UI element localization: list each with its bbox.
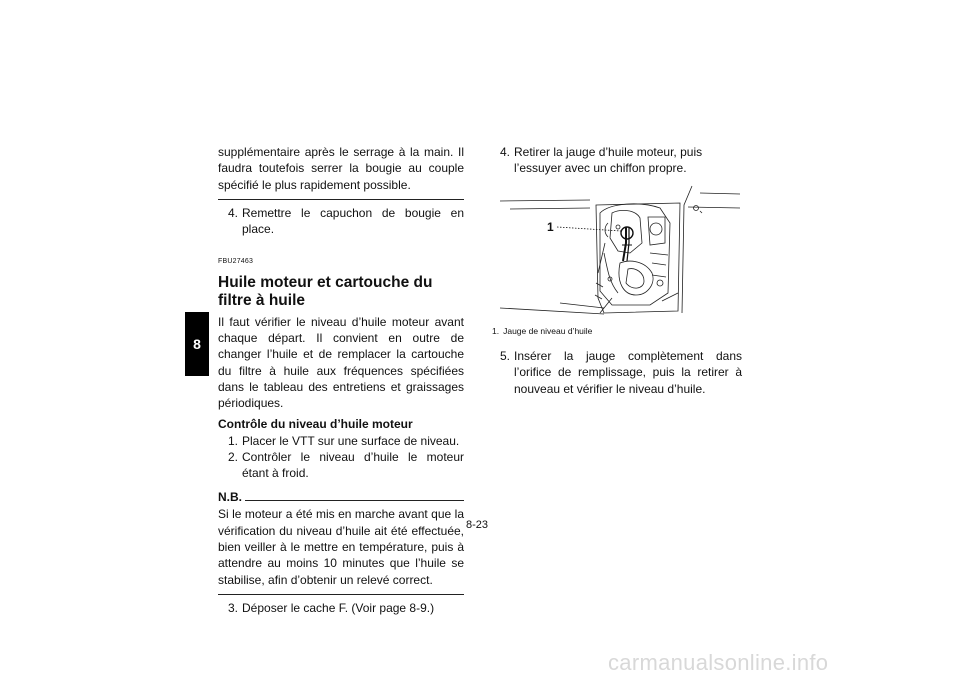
subheading: Contrôle du niveau d’huile moteur [218,416,413,431]
caption-number: 1. [492,326,500,336]
step-item [500,348,742,397]
right-column [494,144,742,177]
watermark: carmanualsonline.info [608,650,829,675]
divider [218,199,464,200]
step-text: Remettre le capuchon de bougie en place. [242,205,464,237]
chapter-tab: 8 [185,312,209,376]
page-number: 8-23 [466,519,489,531]
note-header [218,491,464,503]
figure-callout: 1 [547,220,554,234]
intro-paragraph: supplémentaire après le serrage à la main. Il faudra toutefois serrer la bougie au couple spécifié le plus rapidement possible. [218,145,464,192]
caption-text: Jauge de niveau d’huile [503,326,593,336]
note-text: Si le moteur a été mis en marche avant que la vérification du niveau d’huile ait été effectuée, bien veiller à le mettre en température, puis à attendre au moins 10 minutes que l’huile se stabilise, afin d’obtenir un relevé correct. [218,507,464,587]
step-number: 4. [228,205,239,220]
step-item [500,144,742,177]
right-column-lower [500,348,742,397]
step-text: Déposer le cache F. (Voir page 8-9.) [242,600,435,615]
step-number: 2. [228,449,239,464]
step-text: Insérer la jauge complètement dans l’orifice de remplissage, puis la retirer à nouveau et vérifier le niveau d’huile. [514,349,742,396]
step-text: Placer le VTT sur une surface de niveau. [242,433,460,448]
section-heading: Huile moteur et cartouche du filtre à huile [218,273,433,309]
step-number: 4. [500,145,511,159]
note-label: N.B. [218,490,242,505]
step-number: 1. [228,433,239,448]
figure-caption [492,326,596,336]
step-item [228,600,464,616]
step-item [228,205,464,238]
note-rule [245,500,464,501]
left-column [218,144,464,616]
divider [218,594,464,595]
step-item [228,433,464,449]
step-number: 3. [228,600,239,615]
step-text: Contrôler le niveau d’huile le moteur étant à froid. [242,449,464,481]
section-code: FBU27463 [218,258,254,266]
section-paragraph: Il faut vérifier le niveau d’huile moteur avant chaque départ. Il convient en outre de changer l’huile et de remplacer la cartouche du filtre à huile aux fréquences spécifiées dans le tableau des entretiens et graissages périodiques. [218,314,464,411]
step-text: Retirer la jauge d’huile moteur, puis l’essuyer avec un chiffon propre. [514,145,703,176]
step-number: 5. [500,349,511,363]
oil-dipstick-illustration [500,183,740,318]
step-item [228,449,464,482]
